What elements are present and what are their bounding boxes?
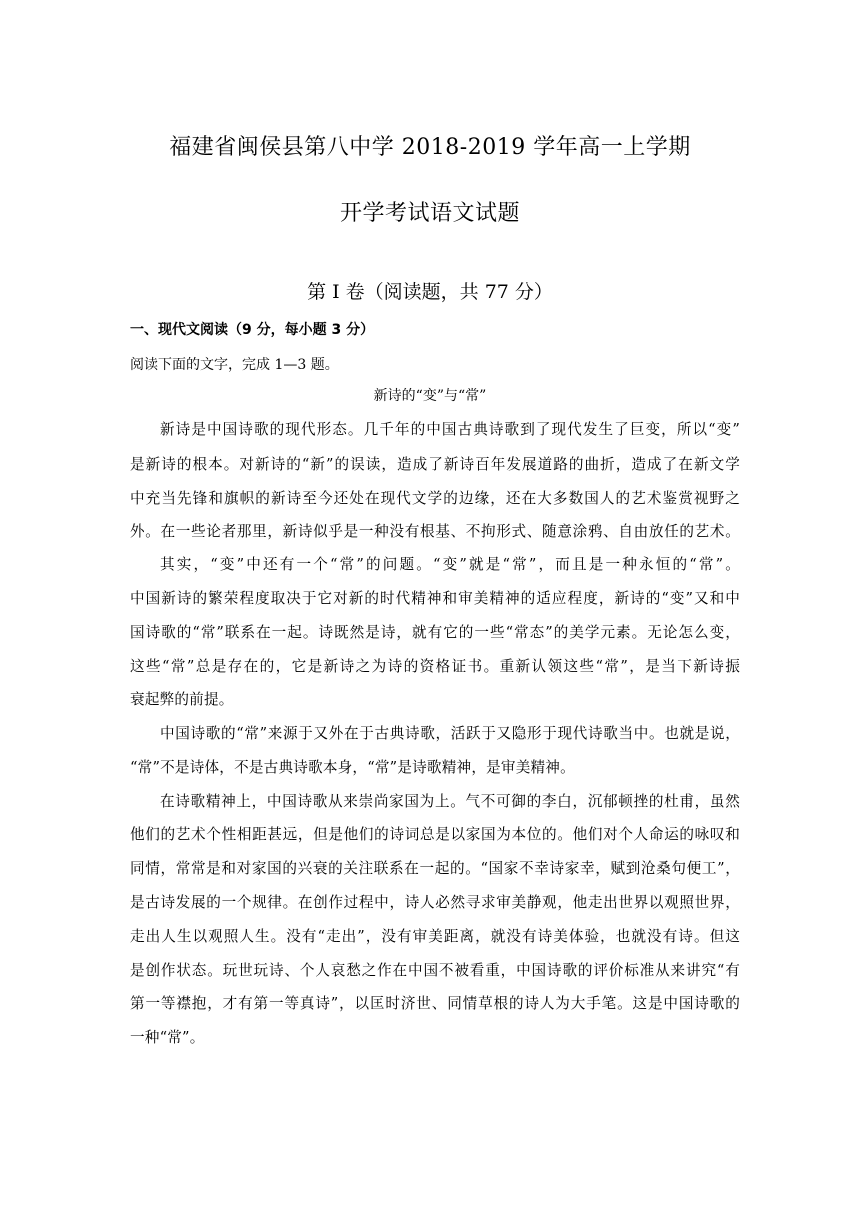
part-title: 第 I 卷（阅读题，共 77 分）: [307, 281, 553, 303]
text-line: 一种“常”。: [130, 1029, 205, 1046]
text-line: 中充当先锋和旗帜的新诗至今还处在现代文学的边缘，还在大多数国人的艺术鉴赏视野之: [130, 490, 740, 507]
text-line: 是古诗发展的一个规律。在创作过程中，诗人必然寻求审美静观，他走出世界以观照世界，: [130, 894, 740, 911]
article-title: 新诗的“变”与“常”: [373, 388, 487, 404]
text-line: 其实，“变”中还有一个“常”的问题。“变”就是“常”，而且是一种永恒的“常”。: [160, 556, 740, 573]
text-line: 同情，常常是和对家国的兴衰的关注联系在一起的。“国家不幸诗家幸，赋到沧桑句便工”，: [130, 860, 740, 877]
section-heading: 一、现代文阅读（9 分，每小题 3 分）: [130, 322, 375, 338]
text-line: 是创作状态。玩世玩诗、个人哀愁之作在中国不被看重，中国诗歌的评价标准从来讲究“有: [130, 962, 740, 979]
text-line: 新诗是中国诗歌的现代形态。几千年的中国古典诗歌到了现代发生了巨变，所以“变”: [160, 421, 740, 438]
text-line: 衰起弊的前提。: [130, 691, 234, 708]
text-line: 这些“常”总是存在的，它是新诗之为诗的资格证书。重新认领这些“常”，是当下新诗振: [130, 658, 740, 675]
exam-subtitle: 开学考试语文试题: [339, 201, 520, 226]
text-line: 走出人生以观照人生。没有“走出”，没有审美距离，就没有诗美体验，也就没有诗。但这: [130, 928, 740, 945]
reading-instruction: 阅读下面的文字，完成 1—3 题。: [130, 357, 339, 373]
text-line: 外。在一些论者那里，新诗似乎是一种没有根基、不拘形式、随意涂鸦、自由放任的艺术。: [130, 523, 740, 540]
text-line: 是新诗的根本。对新诗的“新”的误读，造成了新诗百年发展道路的曲折，造成了在新文学: [130, 456, 740, 473]
text-line: 国诗歌的“常”联系在一起。诗既然是诗，就有它的一些“常态”的美学元素。无论怎么变，: [130, 624, 740, 641]
text-line: 中国诗歌的“常”来源于又外在于古典诗歌，活跃于又隐形于现代诗歌当中。也就是说，: [160, 725, 740, 742]
text-line: “常”不是诗体，不是古典诗歌本身，“常”是诗歌精神，是审美精神。: [130, 759, 575, 776]
text-line: 在诗歌精神上，中国诗歌从来崇尚家国为上。气不可御的李白，沉郁顿挫的杜甫，虽然: [160, 793, 740, 810]
text-line: 第一等襟抱，才有第一等真诗”，以匡时济世、同情草根的诗人为大手笔。这是中国诗歌的: [130, 995, 740, 1012]
text-line: 中国新诗的繁荣程度取决于它对新的时代精神和审美精神的适应程度，新诗的“变”又和中: [130, 590, 740, 607]
text-line: 他们的艺术个性相距甚远，但是他们的诗词总是以家国为本位的。他们对个人命运的咏叹和: [130, 826, 740, 843]
exam-title: 福建省闽侯县第八中学 2018-2019 学年高一上学期: [169, 135, 691, 160]
